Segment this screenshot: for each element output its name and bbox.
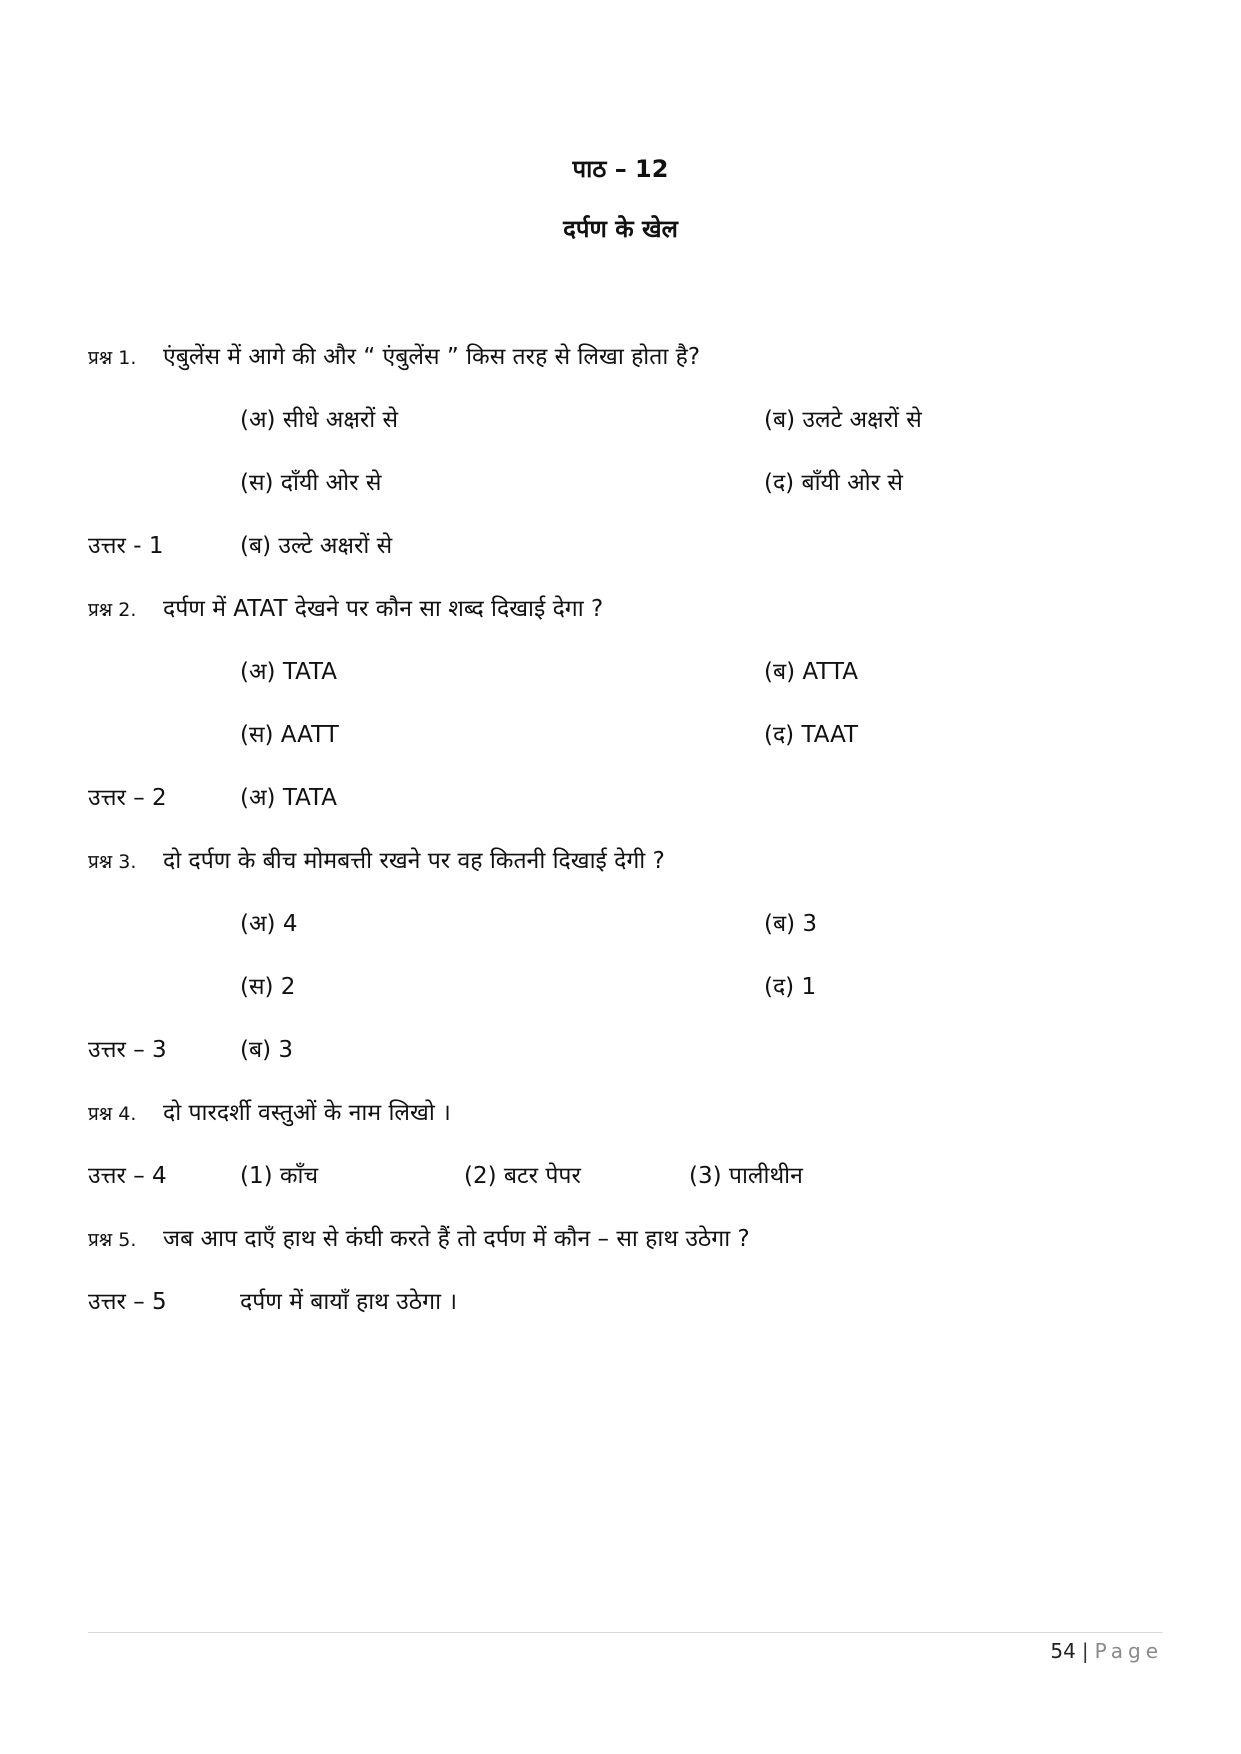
answer-4-item-3: (3) पालीथीन xyxy=(689,1163,803,1189)
answer-4-item-2: (2) बटर पेपर xyxy=(464,1163,581,1189)
question-3-label: प्रश्न 3. xyxy=(88,851,137,873)
footer-separator: | xyxy=(1081,1639,1089,1663)
answer-4-item-1: (1) काँच xyxy=(240,1163,319,1189)
answer-3-text: (ब) 3 xyxy=(240,1037,294,1063)
q2-option-b: (ब) ATTA xyxy=(764,659,858,685)
lesson-number: पाठ – 12 xyxy=(572,155,669,183)
question-3-text: दो दर्पण के बीच मोमबत्ती रखने पर वह कितनी दिखाई देगी ? xyxy=(163,848,665,874)
answer-5-label: उत्तर – 5 xyxy=(88,1289,167,1315)
q3-option-b: (ब) 3 xyxy=(764,911,818,937)
q1-option-d: (द) बाँयी ओर से xyxy=(764,470,903,496)
q3-option-c: (स) 2 xyxy=(240,974,296,1000)
page-footer xyxy=(1050,1636,1163,1666)
question-5-text: जब आप दाएँ हाथ से कंघी करते हैं तो दर्पण में कौन – सा हाथ उठेगा ? xyxy=(163,1226,750,1252)
footer-divider xyxy=(88,1632,1163,1633)
question-2-text: दर्पण में ATAT देखने पर कौन सा शब्द दिखाई देगा ? xyxy=(163,596,604,622)
question-5-label: प्रश्न 5. xyxy=(88,1229,137,1251)
q2-option-c: (स) AATT xyxy=(240,722,339,748)
answer-4-label: उत्तर – 4 xyxy=(88,1163,167,1189)
answer-2-label: उत्तर – 2 xyxy=(88,785,167,811)
q2-option-a: (अ) TATA xyxy=(240,659,338,685)
page-number: 54 xyxy=(1050,1639,1076,1663)
q1-option-b: (ब) उलटे अक्षरों से xyxy=(764,407,922,433)
question-2-label: प्रश्न 2. xyxy=(88,599,137,621)
answer-3-label: उत्तर – 3 xyxy=(88,1037,167,1063)
question-1-label: प्रश्न 1. xyxy=(88,347,137,369)
answer-1-label: उत्तर - 1 xyxy=(88,533,164,559)
answer-5-text: दर्पण में बायाँ हाथ उठेगा । xyxy=(240,1289,458,1315)
q3-option-a: (अ) 4 xyxy=(240,911,298,937)
q3-option-d: (द) 1 xyxy=(764,974,817,1000)
q1-option-a: (अ) सीधे अक्षरों से xyxy=(240,407,399,433)
lesson-title: दर्पण के खेल xyxy=(563,215,678,243)
answer-2-text: (अ) TATA xyxy=(240,785,338,811)
question-1-text: एंबुलेंस में आगे की और “ एंबुलेंस ” किस तरह से लिखा होता है? xyxy=(163,344,701,370)
answer-1-text: (ब) उल्टे अक्षरों से xyxy=(240,533,393,559)
page-word: Page xyxy=(1094,1639,1163,1663)
q2-option-d: (द) TAAT xyxy=(764,722,859,748)
q1-option-c: (स) दाँयी ओर से xyxy=(240,470,382,496)
question-4-label: प्रश्न 4. xyxy=(88,1103,137,1125)
question-4-text: दो पारदर्शी वस्तुओं के नाम लिखो । xyxy=(163,1100,451,1126)
